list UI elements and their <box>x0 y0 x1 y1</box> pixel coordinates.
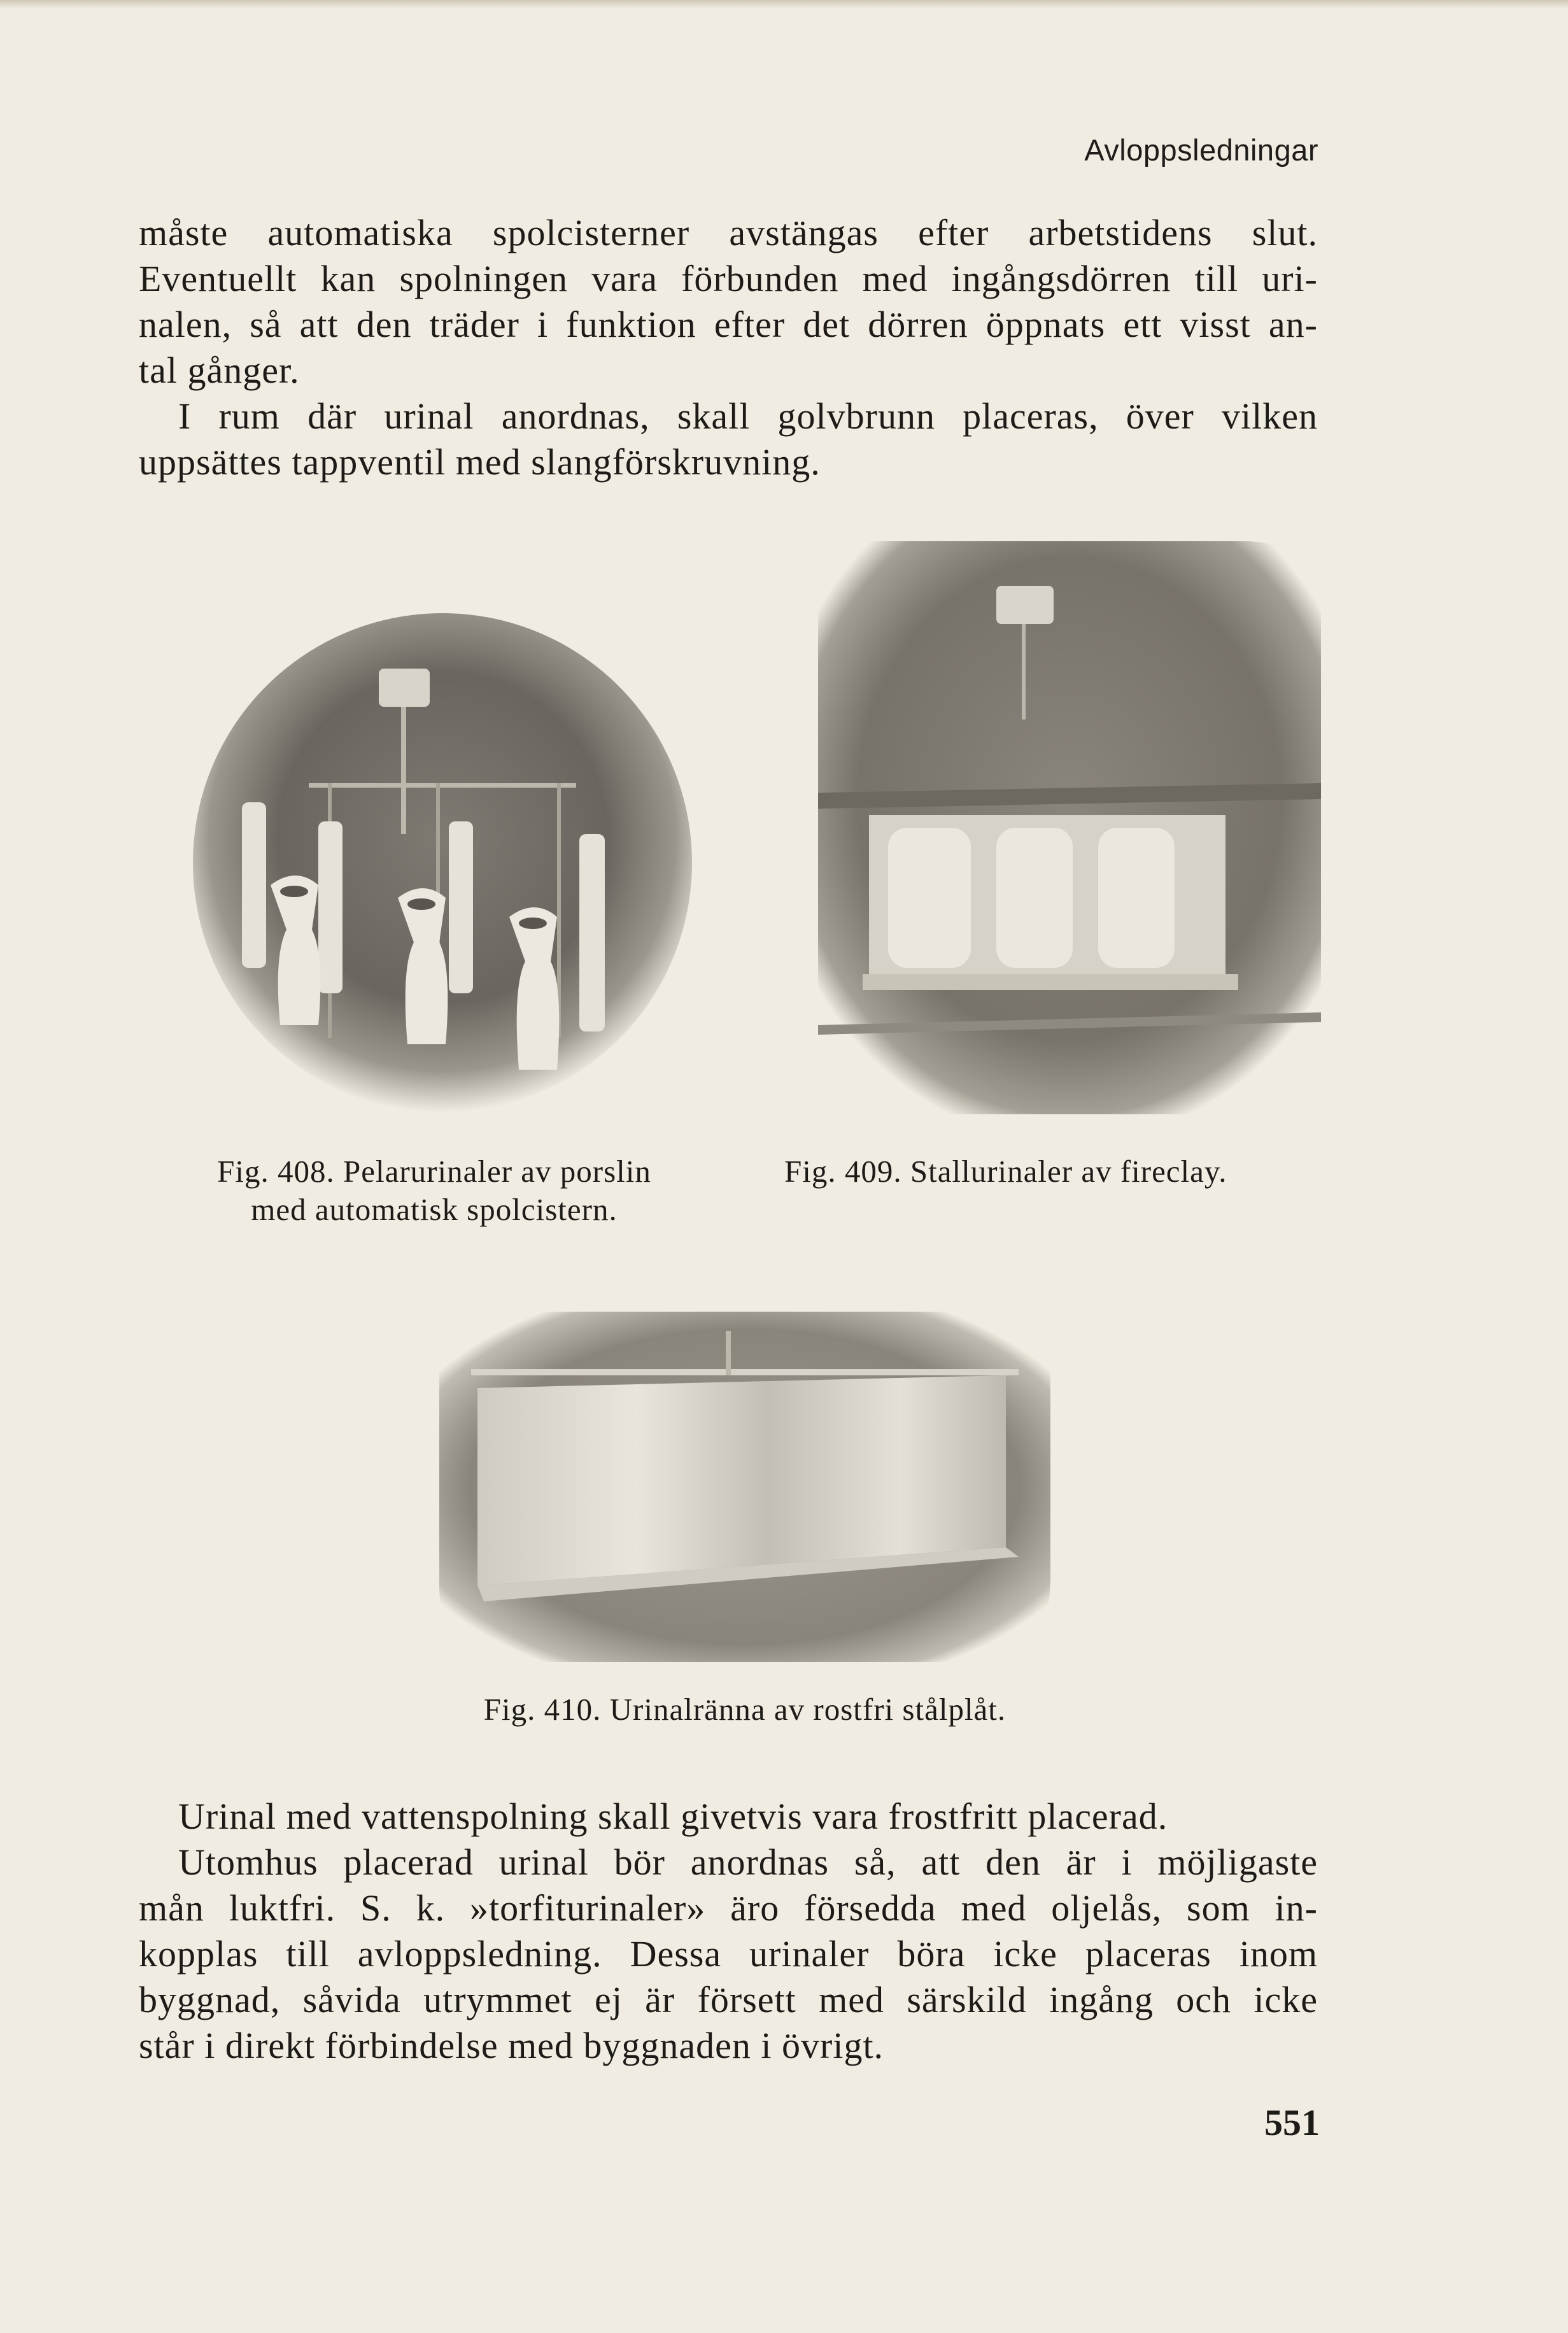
caption-line: Fig. 408. Pelarurinaler av porslin <box>217 1154 651 1189</box>
figure-410-trough-urinal-photo <box>420 1305 1057 1668</box>
text-line: tal gånger. <box>139 350 300 391</box>
page-number: 551 <box>1264 2102 1320 2143</box>
figure-410-caption: Fig. 410. Urinalränna av rostfri stålplåt. <box>483 1692 1006 1727</box>
figure-408-pedestal-urinals-photo <box>191 611 694 1114</box>
text-line: nalen, så att den träder i funktion efter det dörren öppnats ett visst an- <box>139 304 1318 345</box>
text-line: mån luktfri. S. k. »torfiturinaler» äro försedda med oljelås, som in- <box>139 1887 1318 1929</box>
figure-409-stall-urinals-photo <box>793 541 1321 1114</box>
text-line: Urinal med vattenspolning skall givetvis vara frostfritt placerad. <box>178 1796 1168 1837</box>
text-line: byggnad, såvida utrymmet ej är försett med särskild ingång och icke <box>139 1979 1318 2020</box>
scan-edge <box>0 0 1568 9</box>
text-line: I rum där urinal anordnas, skall golvbrunn placeras, över vilken <box>178 395 1318 437</box>
figure-409-caption: Fig. 409. Stallurinaler av fireclay. <box>784 1154 1227 1189</box>
paragraph-bottom <box>139 1794 1318 2069</box>
running-header: Avloppsledningar <box>1084 133 1318 167</box>
text-line: står i direkt förbindelse med byggnaden i övrigt. <box>139 2025 884 2066</box>
text-line: uppsättes tappventil med slangförskruvning. <box>139 441 821 483</box>
paragraph-top <box>139 210 1318 485</box>
text-line: måste automatiska spolcisterner avstängas efter arbetstidens slut. <box>139 212 1318 253</box>
text-line: Utomhus placerad urinal bör anordnas så, att den är i möjligaste <box>178 1841 1318 1883</box>
caption-line: med automatisk spolcistern. <box>251 1192 618 1227</box>
text-line: Eventuellt kan spolningen vara förbunden med ingångsdörren till uri- <box>139 258 1318 299</box>
text-line: kopplas till avloppsledning. Dessa urinaler böra icke placeras inom <box>139 1933 1318 1975</box>
figure-408-caption <box>148 1152 721 1229</box>
